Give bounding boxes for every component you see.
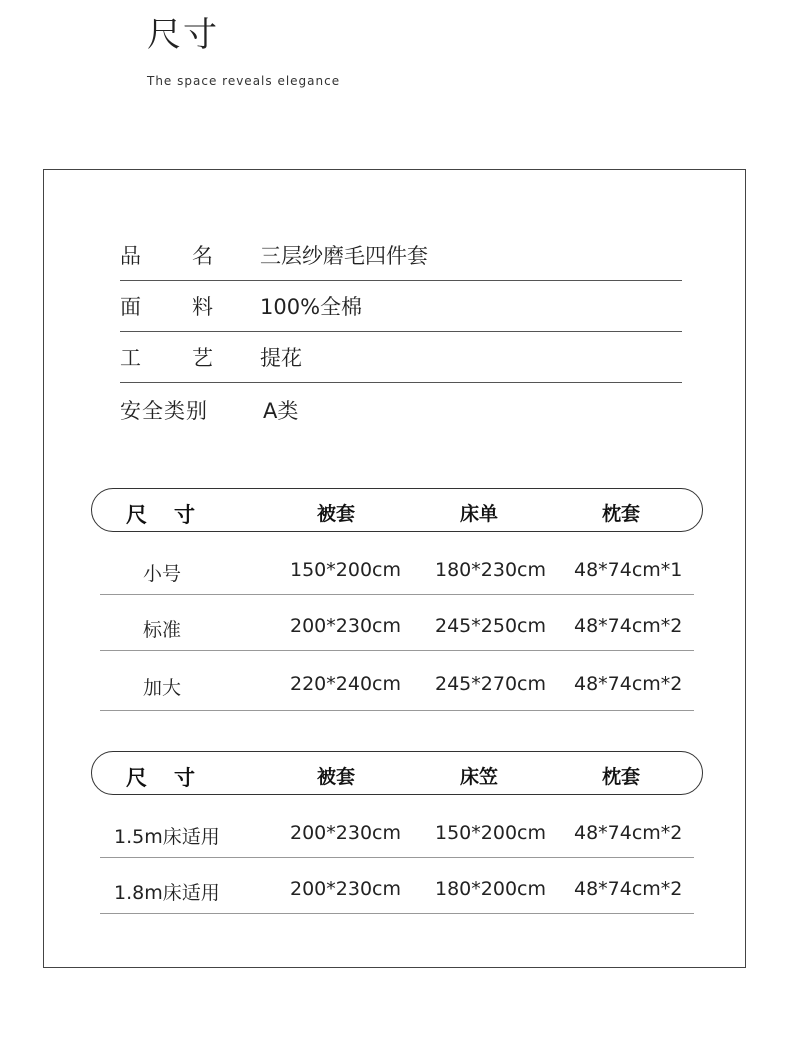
header-fitted-sheet: 床笠 xyxy=(460,766,499,788)
header-size-char: 尺 xyxy=(126,766,147,790)
info-row-craft xyxy=(120,332,682,383)
info-value: 提花 xyxy=(260,346,302,370)
row-pillowcase: 48*74cm*2 xyxy=(574,878,683,900)
header-pillowcase: 枕套 xyxy=(602,503,641,525)
page-subtitle: The space reveals elegance xyxy=(147,74,341,88)
row-fitted-sheet: 180*200cm xyxy=(435,878,546,900)
info-label-char: 面 xyxy=(120,295,141,319)
table-row xyxy=(100,651,694,711)
header-sheet: 床单 xyxy=(460,503,499,525)
info-row-safety xyxy=(120,385,682,436)
row-pillowcase: 48*74cm*1 xyxy=(574,559,683,581)
table-row xyxy=(100,595,694,651)
row-size: 加大 xyxy=(143,677,182,699)
table-header xyxy=(91,488,703,532)
row-size: 小号 xyxy=(143,563,182,585)
table-row xyxy=(100,858,694,914)
row-pillowcase: 48*74cm*2 xyxy=(574,615,683,637)
row-sheet: 245*270cm xyxy=(435,673,546,695)
info-value: 100%全棉 xyxy=(260,295,363,319)
info-label-char: 品 xyxy=(120,244,141,268)
row-duvet: 220*240cm xyxy=(290,673,401,695)
header-size-char: 寸 xyxy=(174,503,195,527)
header-size-char: 寸 xyxy=(174,766,195,790)
info-label-char: 艺 xyxy=(192,346,213,370)
table-header xyxy=(91,751,703,795)
page-title: 尺寸 xyxy=(147,15,219,55)
row-fitted-sheet: 150*200cm xyxy=(435,822,546,844)
row-sheet: 180*230cm xyxy=(435,559,546,581)
table-row xyxy=(100,539,694,595)
info-label-char: 名 xyxy=(192,244,213,268)
row-pillowcase: 48*74cm*2 xyxy=(574,673,683,695)
row-size: 标准 xyxy=(143,619,182,641)
row-sheet: 245*250cm xyxy=(435,615,546,637)
info-value: A类 xyxy=(263,399,299,423)
table-row xyxy=(100,802,694,858)
info-value: 三层纱磨毛四件套 xyxy=(260,244,428,268)
info-row-fabric xyxy=(120,281,682,332)
header-pillowcase: 枕套 xyxy=(602,766,641,788)
info-label-char: 料 xyxy=(192,295,213,319)
row-duvet: 150*200cm xyxy=(290,559,401,581)
row-duvet: 200*230cm xyxy=(290,822,401,844)
row-duvet: 200*230cm xyxy=(290,878,401,900)
row-size: 1.5m床适用 xyxy=(114,826,220,848)
info-row-name xyxy=(120,230,682,281)
row-duvet: 200*230cm xyxy=(290,615,401,637)
header-duvet: 被套 xyxy=(317,766,356,788)
header-duvet: 被套 xyxy=(317,503,356,525)
row-size: 1.8m床适用 xyxy=(114,882,220,904)
row-pillowcase: 48*74cm*2 xyxy=(574,822,683,844)
info-label-char: 工 xyxy=(120,346,141,370)
info-label: 安全类别 xyxy=(120,399,208,423)
header-size-char: 尺 xyxy=(126,503,147,527)
